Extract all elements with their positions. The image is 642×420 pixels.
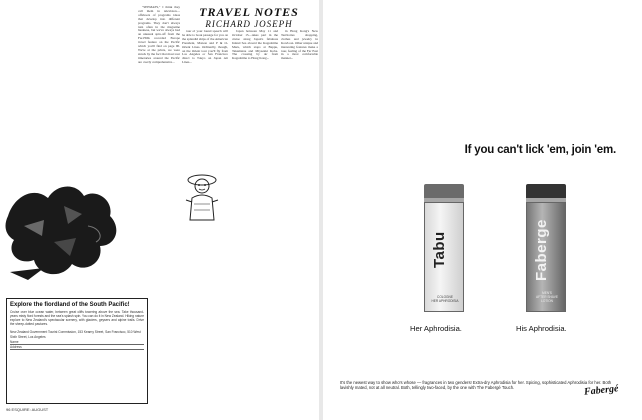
caption-her: Her Aphrodisia.: [410, 324, 462, 333]
ad-headline: If you can't lick 'em, join 'em.: [464, 144, 616, 156]
nz-ad-headline: Explore the fiordland of the South Pacific!: [10, 302, 130, 308]
article-text: in Hong Kong's New Territories shopping, clothes and jewelry in Kowloon. Other unique and interesting features make a tour, feeling of the Far East in a most comfortable manner...: [281, 30, 318, 61]
his-after-shave-bottle: [526, 184, 566, 312]
bottle-brand: Faberge: [533, 219, 550, 281]
faberge-signature: Fabergé: [583, 383, 619, 398]
bottle-brand: Tabu: [431, 231, 448, 269]
caption-his: His Aphrodisia.: [516, 324, 567, 333]
bottle-cap: [424, 184, 464, 198]
bottle-body: [526, 202, 566, 312]
article-column-4: [281, 30, 318, 296]
left-page: [0, 0, 319, 420]
column-header: [180, 7, 318, 29]
article-column-2: [182, 30, 228, 296]
nz-coupon-address: New Zealand Government Tourist Commission, 153 Kearny Street, San Francisco, 510 West Sixth Street, Los Angeles: [10, 329, 141, 339]
article-column-1: [138, 6, 180, 296]
article-text: "SEEMAPS," I think they call them in television—offshoots of programs ideas that develop into different programs. They don't always turn often in the magazine business, but we've always had an unusual spin-off from the Far-Hills recorded Europe travel feature on the Pacific which you'll find on page 90. We're at the prints, we were struck by the fact that most tour itineraries around the Pacific are overly comprehensive...: [138, 6, 180, 64]
ink-blot-illustration: [4, 176, 124, 284]
bottle-label: COLOGNE HER APHRODISIA: [431, 295, 459, 303]
coupon-name-label: Name: [10, 339, 19, 344]
coupon-address-label: Address: [10, 344, 22, 349]
article-text: tour of your found speech will be able to book passage for you on the splendid ships of the American President, Matson and P & O-Orient Lines. Ordinarily, though, on the Orient tour you'll fly from Los Angeles or San Francisco direct to Tokyo on Japan Air Lines...: [182, 30, 228, 65]
traveler-cartoon: [178, 170, 226, 226]
page-folio: 96 ESQUIRE: AUGUST: [6, 407, 49, 412]
right-page: [323, 0, 642, 420]
new-zealand-ad: [6, 298, 148, 404]
bottle-body: [424, 202, 464, 312]
byline: RICHARD JOSEPH: [205, 19, 293, 29]
ad-body-text: It's the newest way to show who's whose — fragrances in two genders! Extra-dry Aphrodisia for her. Spicing, sophisticated Aphrodisia for her. Both lavishly mated, not at all neutral. Both, tellingly two-faced, by the one with The Fabergé Touch.: [340, 380, 612, 391]
column-title: TRAVEL NOTES: [199, 5, 299, 19]
nz-coupon-form: [10, 330, 144, 350]
her-cologne-bottle: [424, 184, 464, 312]
bottle-cap: [526, 184, 566, 198]
bottle-label: MEN'S AFTER SHAVE LOTION: [536, 291, 558, 303]
article-column-3: [232, 30, 278, 296]
coupon-address-line: [10, 345, 144, 350]
article-text: Japan between May 11 and October 15—takes part in the cruise along Japan's fabulous Inland Sea aboard the Kagoshima Maru, which stops at Beppu, Takamatsu and Miyazaki Kobe. The crossing by air from Kagoshima to Hong Kong...: [232, 30, 278, 61]
nz-ad-body: Cruise over blue ocean water, between great cliffs towering above the sea. Take thousand-years misty fiord forests and the sea's splash spin. You can do it in New Zealand. Hiking nature explore to New Zealand's spectacular scenery, with glaciers, geysers and alpine trails. Drive the sheep-dotted pastures.: [10, 310, 144, 326]
